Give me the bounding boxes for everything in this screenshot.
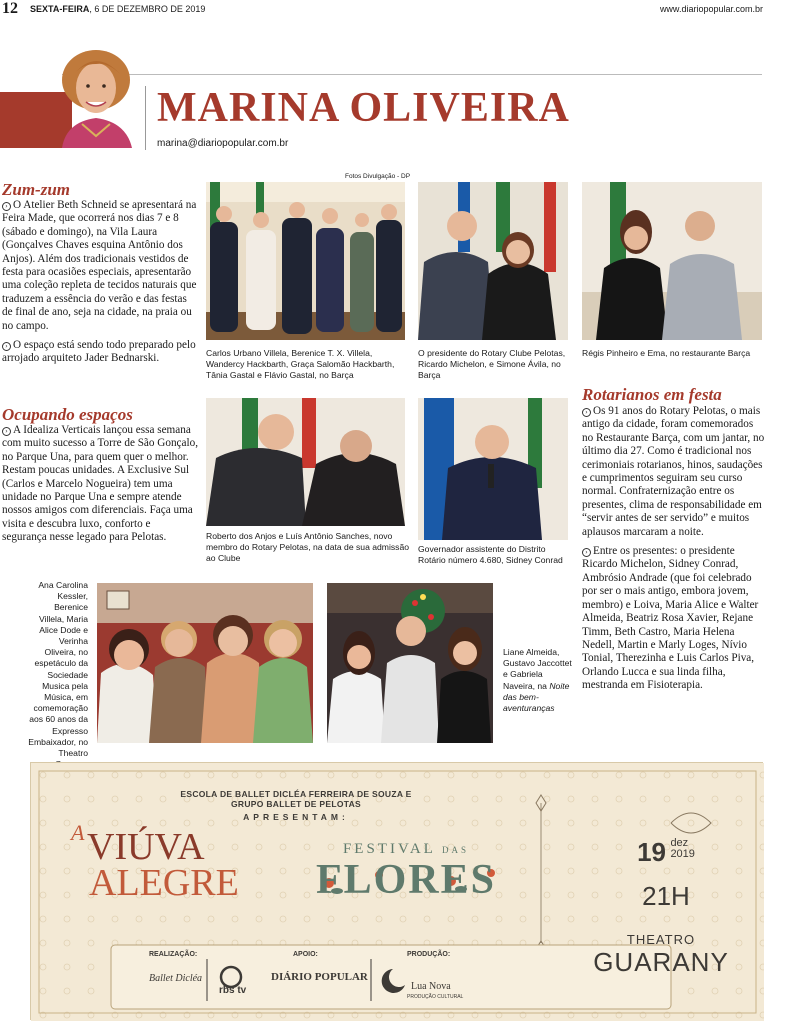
ocupando-paragraph-1: A Idealiza Verticais lançou essa semana com muito sucesso a Torre de São Gonçalo, no Parque Una, para quem quer o melhor. Restam poucas unidades. A Exclusive Sul (Carlos e Marcelo Nogueira) tem uma unidade no Parque Una e sempre atende nossos amigos com diferenciais. Faça uma visita e descubra luxo, conforto e segurança nesse legado para Pelotas.	[2, 424, 198, 544]
ballet-advertisement[interactable]	[30, 762, 763, 1020]
ad-sponsor-luanova: Lua Nova	[411, 981, 451, 992]
ad-apoio-label: APOIO:	[293, 951, 318, 958]
photo-regis-ema	[582, 182, 762, 340]
ad-school-line-2: GRUPO BALLET DE PELOTAS	[231, 799, 361, 809]
ad-venue-name: GUARANY	[593, 947, 729, 977]
ad-venue-top: THEATRO	[626, 932, 696, 947]
section-title-zumzum: Zum-zum	[2, 180, 71, 199]
arrow-icon: ›	[582, 548, 591, 557]
ad-school-line-1: ESCOLA DE BALLET DICLÉA FERREIRA DE SOUZA E	[180, 789, 412, 799]
ad-festival	[281, 841, 531, 902]
caption-rotary-president: O presidente do Rotary Clube Pelotas, Ricardo Michelon, e Simone Ávila, no Barça	[418, 348, 566, 380]
ad-festival-flores: FLORES	[315, 857, 497, 903]
page-header	[0, 0, 807, 18]
rotarianos-paragraph-1: Os 91 anos do Rotary Pelotas, o mais antigo da cidade, foram comemorados no Restaurante Barça, com um jantar, no último dia 27. Como é tradicional nos cerimoniais rotarianos, hinos, saudações e cumprimentos seguiram seu curso normal. Confraternização entre os presentes, clima de responsabilidade em “servir antes de ser servido” e muitos aplausos marcaram a noite.	[582, 405, 765, 538]
site-url[interactable]: www.diariopopular.com.br	[659, 4, 763, 14]
columnist-email[interactable]: marina@diariopopular.com.br	[157, 138, 289, 149]
photo-noite-bem-aventurancas	[327, 583, 493, 743]
caption-noite-event: Noite das bem-aventuranças	[503, 680, 570, 714]
columnist-name: MARINA OLIVEIRA	[157, 85, 570, 131]
ad-day: 19	[637, 837, 666, 867]
caption-rotary-admission: Roberto dos Anjos e Luís Antônio Sanches, novo membro do Rotary Pelotas, na data de sua admissão ao Clube	[206, 531, 410, 563]
arrow-icon: ›	[2, 202, 11, 211]
header-rule	[62, 74, 762, 75]
ad-presents: APRESENTAM:	[243, 812, 349, 822]
weekday: SEXTA-FEIRA	[30, 4, 90, 14]
ad-sponsor-ballet: Ballet Dicléa	[149, 973, 203, 984]
ad-time: 21H	[642, 881, 690, 911]
caption-governor-speech: Governador assistente do Distrito Rotário número 4.680, Sidney Conrad	[418, 544, 563, 565]
ad-date	[606, 837, 726, 868]
page-number: 12	[2, 0, 18, 17]
ad-sponsor-rbstv: rbs tv	[219, 985, 247, 996]
ad-show-title	[71, 815, 271, 904]
arrow-icon: ›	[2, 342, 11, 351]
caption-regis-ema: Régis Pinheiro e Ema, no restaurante Barça	[582, 348, 751, 358]
ad-show-alegre: ALEGRE	[89, 862, 239, 904]
zumzum-paragraph-1: O Atelier Beth Schneid se apresentará na Feira Made, que ocorrerá nos dias 7 e 8 (sábado e domingo), na Vila Laura (Gonçalves Chaves esquina Antônio dos Anjos). Além dos tradicionais vestidos de festa para ocasiões especiais, apresentarão uma coleção repleta de tecidos naturais que traduzem a essência do verão e das festas de final de ano, seja na cidade, na praia ou no campo.	[2, 199, 197, 332]
ad-sponsor-diario: DIÁRIO POPULAR	[271, 971, 368, 983]
ad-festival-top: FESTIVAL	[342, 841, 436, 857]
section-title-rotarianos: Rotarianos em festa	[582, 385, 722, 404]
issue-date	[30, 4, 205, 14]
rotarianos-paragraph-2: Entre os presentes: o presidente Ricardo Michelon, Sidney Conrad, Ambrósio Andrade (que foi celebrado por ser o mais antigo, embora jovem, membro) e Loiva, Maria Alice e Walter Almeida, Beatriz Rosa Xavier, Rejane Timm, Beth Castro, Maria Helena Nedell, Martin e Marly Loges, Nívio Tonial, Therezinha e Luis Carlos Piva, Orlando Lucca e sua linda filha, mestranda em Fisioterapia.	[582, 545, 759, 692]
caption-theatro-guarany: Ana Carolina Kessler, Berenice Villela, Maria Alice Dode e Verinha Oliveira, no espetáculo da Sociedade Musica pela Música, em comemoração aos 60 anos da Expresso Embaixador, no Theatro	[28, 580, 88, 759]
ad-sponsors	[115, 951, 665, 1005]
ad-festival-das: DAS	[442, 845, 470, 855]
section-title-ocupando: Ocupando espaços	[2, 405, 133, 424]
zumzum-paragraph-2: O espaço está sendo todo preparado pelo arrojado arquiteto Jader Bednarski.	[2, 339, 196, 365]
photo-group-barca	[206, 182, 405, 340]
photo-rotary-president	[418, 182, 568, 340]
ad-show-viuva: VIÚVA	[87, 826, 205, 868]
ad-producao-label: PRODUÇÃO:	[407, 951, 451, 958]
header-divider	[145, 86, 146, 150]
photo-credit: Fotos Divulgação - DP	[345, 173, 411, 180]
photo-rotary-admission	[206, 398, 405, 526]
ad-realizacao-label: REALIZAÇÃO:	[149, 951, 198, 958]
date-text: , 6 DE DEZEMBRO DE 2019	[89, 4, 206, 14]
ad-sponsor-luanova-sub: PRODUÇÃO CULTURAL	[407, 994, 464, 1000]
ad-year: 2019	[670, 848, 695, 860]
section-ocupando	[2, 424, 198, 551]
photo-governor-speech	[418, 398, 568, 540]
arrow-icon: ›	[2, 427, 11, 436]
photo-theatro-guarany	[97, 583, 313, 743]
section-rotarianos	[582, 405, 766, 699]
ad-show-a: A	[71, 820, 85, 845]
section-zumzum	[2, 199, 198, 372]
caption-group-barca: Carlos Urbano Villela, Berenice T. X. Villela, Wandercy Hackbarth, Graça Salomão Hackbarth, Tânia Gastal e Flávio Gastal, no Barça	[206, 348, 395, 380]
ad-month: dez	[670, 837, 689, 849]
caption-noite-names: Liane Almeida, Gustavo Jaccottet e Gabriela Naveira, na	[503, 647, 572, 691]
caption-noite-bem-aventurancas	[503, 647, 573, 714]
arrow-icon: ›	[582, 408, 591, 417]
columnist-portrait	[52, 44, 140, 148]
